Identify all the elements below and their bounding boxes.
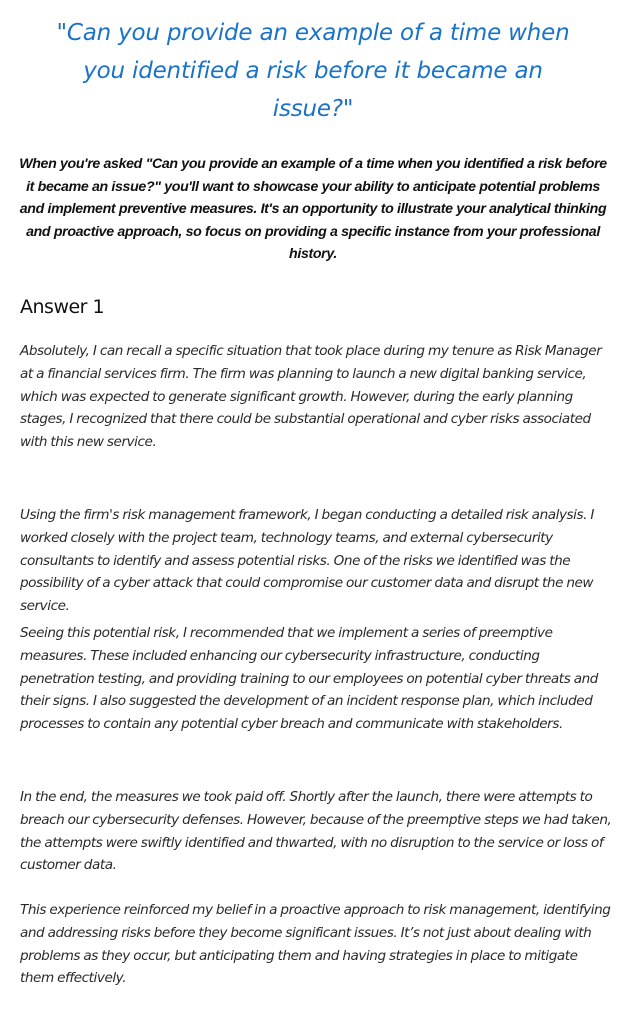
answer-paragraph-5: This experience reinforced my belief in a proactive approach to risk management, identifying and addressing risks before they become significant issues. It’s not just about dealing with problems as they occur, but anticipating them and having strategies in place to mitigate them effectively.: [20, 902, 611, 987]
answer-paragraph-4: In the end, the measures we took paid off. Shortly after the launch, there were attempts to breach our cybersecurity defenses. However, because of the preemptive steps we had taken, the attempts were swiftly identified and thwarted, with no disruption to the service or loss of customer data.: [20, 789, 612, 874]
answer-heading: Answer 1: [20, 296, 105, 318]
question-title: "Can you provide an example of a time when you identified a risk before it became an issue?": [56, 20, 570, 122]
answer-paragraph-3: Seeing this potential risk, I recommended that we implement a series of preemptive measures. These included enhancing our cybersecurity infrastructure, conducting penetration testing, and providing training to our employees on potential cyber threats and their signs. I also suggested the development of an incident response plan, which included processes to contain any potential cyber breach and communicate with stakeholders.: [20, 625, 598, 733]
answer-paragraph-1: Absolutely, I can recall a specific situation that took place during my tenure as Risk Manager at a financial services firm. The firm was planning to launch a new digital banking service, which was expected to generate significant growth. However, during the early planning stages, I recognized that there could be substantial operational and cyber risks associated with this new service.: [20, 343, 602, 451]
intro-paragraph: When you're asked "Can you provide an example of a time when you identified a risk before it became an issue?" you'll want to showcase your ability to anticipate potential problems and implement preventive measures. It's an opportunity to illustrate your analytical thinking and proactive approach, so focus on providing a specific instance from your professional history.: [19, 156, 607, 263]
answer-paragraph-2: Using the firm's risk management framework, I began conducting a detailed risk analysis. I worked closely with the project team, technology teams, and external cybersecurity consultants to identify and assess potential risks. One of the risks we identified was the possibility of a cyber attack that could compromise our customer data and disrupt the new service.: [20, 507, 594, 615]
